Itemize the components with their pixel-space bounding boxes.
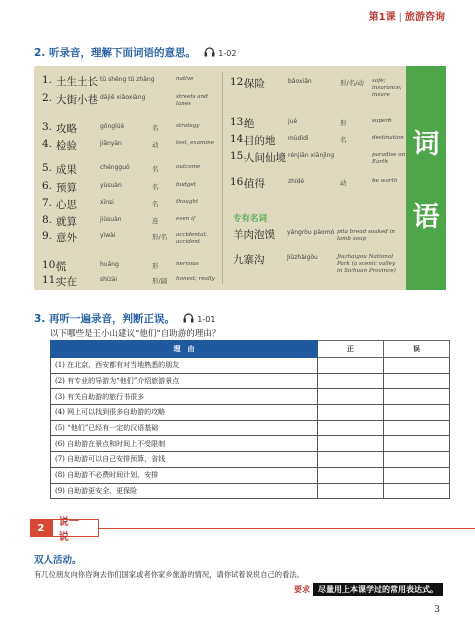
reason-cell: (5) “他们”已经有一定的汉语基础 [51,420,318,436]
headphones-icon[interactable] [204,47,215,60]
vocab-pos: 名 [152,124,159,132]
vocab-english: streets and lanes [176,94,208,107]
true-answer-cell[interactable] [318,483,384,499]
true-answer-cell[interactable] [318,405,384,421]
reason-cell: (1) 在北京、西安都有对当地熟悉的朋友 [51,358,318,374]
vocab-pos [152,92,176,94]
false-answer-cell[interactable] [384,389,450,405]
vocab-pinyin: huāng [100,261,119,268]
vocab-word: 成果 [56,164,77,176]
vocab-word: 攻略 [56,123,77,135]
table-row [51,373,450,389]
true-answer-cell[interactable] [318,389,384,405]
vocab-number: 13. [230,116,247,128]
side-label-char-1: 词 [412,129,440,160]
audio-track-code: 1-01 [197,315,216,324]
vocab-word: 意外 [56,232,77,244]
proper-nouns-heading: 专有名词 [233,214,268,224]
false-answer-cell[interactable] [384,467,450,483]
vocab-pinyin: gōnglüè [100,123,125,130]
vocab-pos: 形 [152,262,159,270]
page-number: 3 [434,605,440,615]
vocab-pos: 形/副 [152,277,168,285]
vocab-english: accidental; accident [176,232,208,245]
vocab-divider [222,72,223,284]
vocab-english: thought [176,199,199,205]
true-answer-cell[interactable] [318,420,384,436]
vocab-number: 8. [42,214,53,226]
proper-noun-pinyin: Jiǔzhàigōu [287,254,318,261]
vocab-word: 就算 [56,216,77,228]
vocab-english: safe; insurance; insure [372,78,402,98]
vocab-pos: 名 [152,183,159,191]
vocab-word: 人间仙境 [244,152,286,164]
vocab-number: 2. [42,92,53,104]
vocab-number: 16. [230,176,247,188]
proper-noun-word: 九寨沟 [233,254,265,266]
vocab-english: honest; really [176,276,215,282]
vocab-pinyin: jiǎnyàn [100,140,122,147]
vocab-item [42,138,218,153]
question-3-title: 3. 再听一遍录音，判断正误。 [34,313,175,325]
lesson-topic: 旅游咨询 [405,12,445,23]
vocab-number: 14. [230,133,247,145]
proper-noun-word: 羊肉泡馍 [233,229,275,241]
vocab-item [42,180,218,195]
table-header-row [51,341,450,358]
vocab-english: native [176,76,194,82]
table-row [51,358,450,374]
vocab-number: 6. [42,180,53,192]
vocab-pinyin: dàjiē xiǎoxiàng [100,94,146,101]
vocab-english: be worth [372,178,398,184]
reason-cell: (2) 有专业的导游为“他们”介绍旅游景点 [51,373,318,389]
vocab-item [42,92,218,108]
vocab-english: paradise on Earth [372,152,406,165]
vocab-number: 3. [42,121,53,133]
proper-noun-english: pita bread soaked in lamb soup [337,229,396,242]
vocabulary-box [34,66,446,290]
page-header [369,8,445,23]
vocab-english: nervous [176,261,199,267]
table-row [51,436,450,452]
reason-cell: (9) 自助游更安全、更保险 [51,483,318,499]
question-2-heading [34,45,236,60]
vocab-number: 7. [42,197,53,209]
requirement-label: 要求 [294,585,310,594]
section-number: 2 [30,519,52,537]
vocab-pinyin: chéngguǒ [100,164,130,171]
vocab-word: 值得 [244,178,265,190]
vocab-item [42,259,218,274]
vocab-number: 10. [42,259,59,271]
vocab-word: 土生土长 [56,76,98,88]
true-answer-cell[interactable] [318,436,384,452]
proper-noun-english: Jiuzhaigou National Park (a scenic valley in Sichuan Province) [337,254,396,274]
vocab-item [230,76,408,99]
vocab-pinyin: jiùsuàn [100,216,122,223]
reason-column-header: 理 由 [51,341,318,358]
vocab-pos: 形/名 [152,233,168,241]
vocab-word: 保险 [244,78,265,90]
false-answer-cell[interactable] [384,405,450,421]
vocab-pos: 形/名/动 [340,79,364,87]
proper-noun-item [233,227,401,243]
true-false-table [50,340,450,499]
vocab-number: 1. [42,74,53,86]
table-row [51,467,450,483]
vocab-item [230,133,408,148]
vocab-item [42,214,218,229]
false-answer-cell[interactable] [384,420,450,436]
vocab-pinyin: jué [288,118,298,125]
vocab-item [42,121,218,136]
table-row [51,420,450,436]
true-answer-cell[interactable] [318,358,384,374]
requirement-text: 尽量用上本课学过的常用表达式。 [313,583,443,596]
proper-noun-item [233,252,401,275]
table-row [51,452,450,468]
vocab-pinyin: bǎoxiǎn [288,78,312,85]
question-2-title: 2. 听录音，理解下面词语的意思。 [34,47,196,59]
reason-cell: (8) 自助游不必费时间计划、安排 [51,467,318,483]
vocab-item [42,197,218,212]
header-separator: | [398,12,402,23]
vocab-number: 12. [230,76,247,88]
vocab-pos: 名 [340,136,347,144]
question-3-heading [34,311,215,326]
vocab-english: destination [372,135,404,141]
true-answer-cell[interactable] [318,373,384,389]
table-row [51,483,450,499]
false-answer-cell[interactable] [384,373,450,389]
vocab-item [42,274,218,289]
activity-title: 双人活动。 [34,555,82,566]
true-answer-cell[interactable] [318,467,384,483]
vocab-pos: 名 [152,200,159,208]
vocab-pinyin: zhídé [288,178,305,185]
vocab-pinyin: rénjiān xiānjìng [288,152,335,159]
proper-noun-pinyin: yángròu pàomó [287,229,335,236]
true-answer-cell[interactable] [318,452,384,468]
vocab-pos [152,74,176,76]
table-row [51,389,450,405]
vocab-side-label [406,66,446,290]
vocab-word: 预算 [56,182,77,194]
vocab-number: 11. [42,274,59,286]
vocab-pinyin: yìwài [100,232,116,239]
vocab-pos: 名 [152,165,159,173]
vocab-word: 绝 [244,118,255,130]
vocab-pos [340,150,372,152]
vocab-english: test, examine [176,140,215,146]
vocab-word: 目的地 [244,135,276,147]
section-2-heading [30,517,475,543]
reason-cell: (4) 网上可以找到很多自助游的攻略 [51,405,318,421]
vocab-pos: 形 [340,119,347,127]
vocab-pinyin: mùdìdì [288,135,309,142]
vocab-english: superb [372,118,392,124]
vocab-english: even if [176,216,196,222]
vocab-number: 15. [230,150,247,162]
vocab-english: outcome [176,164,201,170]
requirement-note [294,583,443,596]
vocab-pos: 动 [340,179,347,187]
vocab-pinyin: shízài [100,276,118,283]
table-row [51,405,450,421]
headphones-icon[interactable] [183,313,194,326]
reason-cell: (3) 有关自助游的旅行书很多 [51,389,318,405]
vocab-item [42,230,218,246]
vocab-word: 大街小巷 [56,94,98,106]
vocab-pinyin: xīnsi [100,199,114,206]
audio-track-code: 1-02 [218,49,237,58]
vocab-item [230,150,408,166]
activity-description: 有几位朋友向你咨询去你们国家或者你家乡旅游的情况，请你试着说说自己的看法。 [34,570,304,579]
vocab-pinyin: tǔ shēng tǔ zhǎng [100,76,155,83]
vocab-item [230,116,408,131]
section-title: 说一说 [52,519,100,537]
side-label-char-2: 语 [412,202,440,233]
vocab-number: 9. [42,230,53,242]
vocab-item [42,74,218,89]
false-answer-cell[interactable] [384,436,450,452]
section-rule [99,528,475,529]
vocab-item [230,176,408,191]
vocab-item [42,162,218,177]
false-answer-cell[interactable] [384,452,450,468]
false-answer-cell[interactable] [384,483,450,499]
reason-cell: (7) 自助游可以自己安排预算，省钱 [51,452,318,468]
vocab-pinyin: yùsuàn [100,182,122,189]
vocab-word: 心思 [56,199,77,211]
true-column-header: 正 [318,341,384,358]
false-column-header: 误 [384,341,450,358]
vocab-pos: 连 [152,217,159,225]
vocab-word: 实在 [56,276,77,288]
vocab-number: 5. [42,162,53,174]
vocab-pos: 动 [152,141,159,149]
false-answer-cell[interactable] [384,358,450,374]
vocab-english: budget [176,182,196,188]
vocab-number: 4. [42,138,53,150]
vocab-word: 慌 [56,261,67,273]
vocab-word: 检验 [56,140,77,152]
question-3-subtitle: 以下哪些是王小山建议“他们”自助游的理由？ [50,329,221,339]
reason-cell: (6) 自助游在景点和时间上不受限制 [51,436,318,452]
vocab-english: strategy [176,123,200,129]
lesson-label: 第1课 [368,12,396,23]
